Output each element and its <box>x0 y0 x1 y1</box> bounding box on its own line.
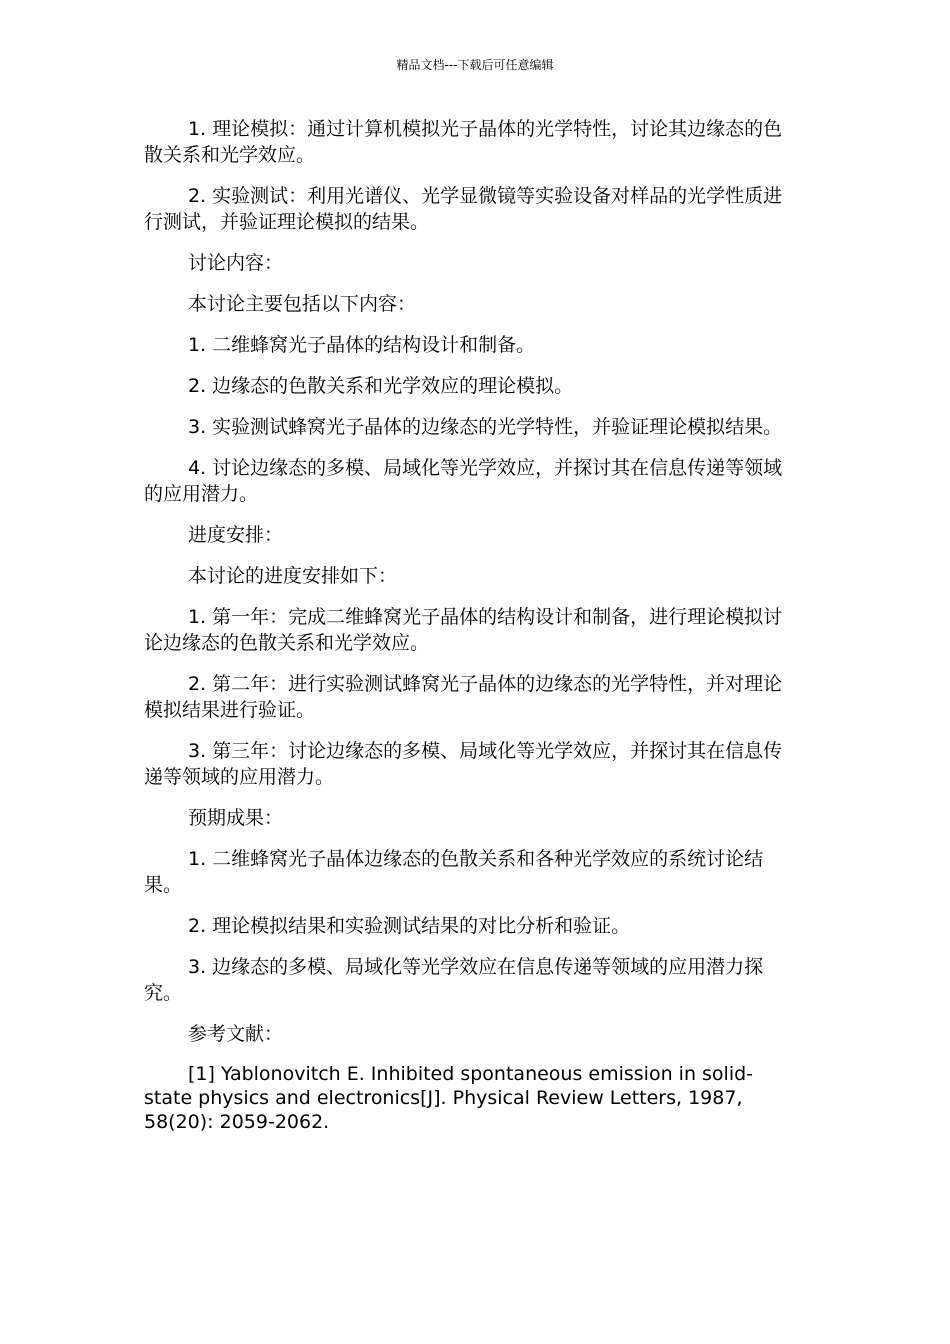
list-item-outcome-2: 2. 理论模拟结果和实验测试结果的对比分析和验证。 <box>188 915 631 937</box>
section-heading-content: 讨论内容： <box>188 252 284 274</box>
section-heading-references: 参考文献： <box>188 1023 284 1045</box>
list-item-schedule-1: 1. 第一年：完成二维蜂窝光子晶体的结构设计和制备，进行理论模拟讨论边缘态的色散关系和光学效应。 <box>144 606 783 654</box>
page-header: 精品文档---下载后可任意编辑 <box>396 58 554 72</box>
list-item-content-2: 2. 边缘态的色散关系和光学效应的理论模拟。 <box>188 375 574 397</box>
section-heading-schedule: 进度安排： <box>188 524 284 546</box>
list-item-content-3: 3. 实验测试蜂窝光子晶体的边缘态的光学特性，并验证理论模拟结果。 <box>188 416 783 438</box>
paragraph-schedule-intro: 本讨论的进度安排如下： <box>188 565 398 587</box>
list-item-content-4: 4. 讨论边缘态的多模、局域化等光学效应，并探讨其在信息传递等领域的应用潜力。 <box>144 457 783 505</box>
list-item-schedule-2: 2. 第二年：进行实验测试蜂窝光子晶体的边缘态的光学特性，并对理论模拟结果进行验证。 <box>144 673 783 721</box>
list-item-content-1: 1. 二维蜂窝光子晶体的结构设计和制备。 <box>188 334 536 356</box>
paragraph-content-intro: 本讨论主要包括以下内容： <box>188 293 417 315</box>
document-body <box>144 116 800 1149</box>
paragraph-experiment-test: 2. 实验测试：利用光谱仪、光学显微镜等实验设备对样品的光学性质进行测试，并验证理论模拟的结果。 <box>144 185 783 233</box>
reference-item-1: [1] Yablonovitch E. Inhibited spontaneous emission in solid-state physics and electronics[J]. Physical Review Letters, 1987, 58(20): 2059-2062. <box>144 1063 754 1133</box>
list-item-schedule-3: 3. 第三年：讨论边缘态的多模、局域化等光学效应，并探讨其在信息传递等领域的应用潜力。 <box>144 740 783 788</box>
paragraph-theory-simulation: 1. 理论模拟：通过计算机模拟光子晶体的光学特性，讨论其边缘态的色散关系和光学效应。 <box>144 118 783 166</box>
section-heading-outcomes: 预期成果： <box>188 807 284 829</box>
list-item-outcome-3: 3. 边缘态的多模、局域化等光学效应在信息传递等领域的应用潜力探究。 <box>144 956 764 1004</box>
list-item-outcome-1: 1. 二维蜂窝光子晶体边缘态的色散关系和各种光学效应的系统讨论结果。 <box>144 848 764 896</box>
